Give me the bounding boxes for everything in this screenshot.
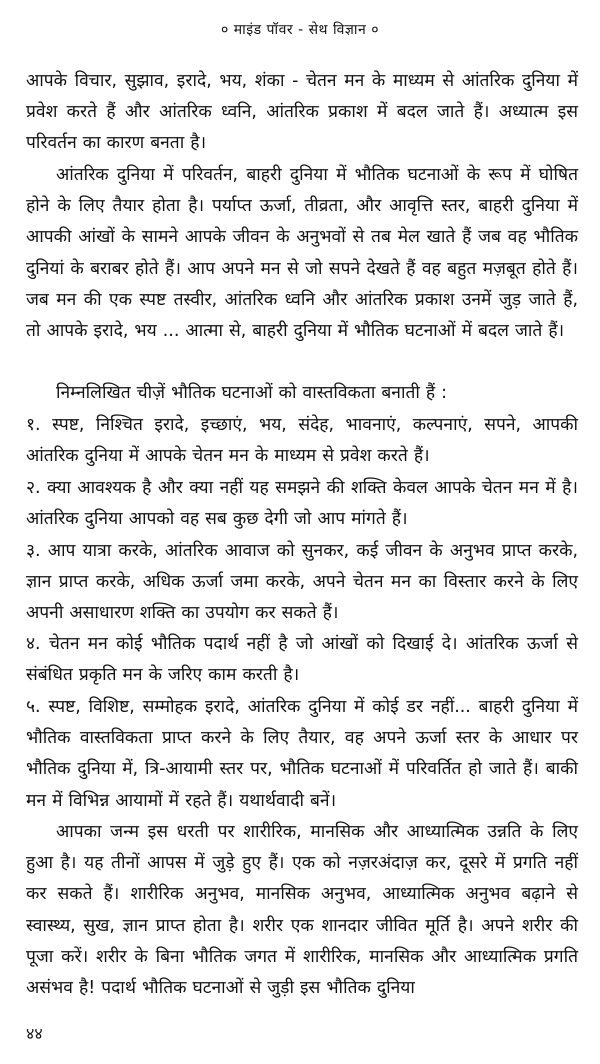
list-item-text: स्पष्ट, विशिष्ट, सम्मोहक इरादे, आंतरिक दुनिया में कोई डर नहीं... बाहरी दुनिया में भौतिक वास्तविकता प्राप्त करने के लिए तैयार, वह अपने ऊर्जा स्तर के आधार पर भौतिक दुनिया में, त्रि-आयामी स्तर पर, भौतिक घटनाओं में परिवर्तित हो जाते हैं। बाकी मन में विभिन्न आयामों में रहते हैं। यथार्थवादी बनें।: [26, 697, 579, 811]
list-item-number: १.: [26, 415, 41, 435]
list-item: [26, 629, 578, 691]
page-number: ४४: [26, 1024, 43, 1043]
list-item-number: २.: [26, 478, 41, 498]
list-item-number: ४.: [26, 634, 41, 654]
list-intro: निम्नलिखित चीज़ें भौतिक घटनाओं को वास्तविकता बनाती हैं :: [56, 383, 448, 403]
list-item: [26, 692, 578, 817]
list-item: [26, 473, 578, 535]
list-item-text: क्या आवश्यक है और क्या नहीं यह समझने की शक्ति केवल आपके चेतन मन में है। आंतरिक दुनिया आपको वह सब कुछ देगी जो आप मांगते हैं।: [26, 478, 579, 530]
paragraph-inner-world: आंतरिक दुनिया में परिवर्तन, बाहरी दुनिया में भौतिक घटनाओं के रूप में घोषित होने के लिए तैयार होता है। पर्याप्त ऊर्जा, तीव्रता, और आवृत्ति स्तर, बाहरी दुनिया में आपकी आंखों के सामने आपके जीवन के अनुभवों से तब मेल खाते हैं जब वह भौतिक दुनियां के बराबर होते हैं। आप अपने मन से जो सपने देखते हैं वह बहुत मज़बूत होते हैं। जब मन की एक स्पष्ट तस्वीर, आंतरिक ध्वनि और आंतरिक प्रकाश उनमें जुड़ जाते हैं, तो आपके इरादे, भय ... आत्मा से, बाहरी दुनिया में भौतिक घटनाओं में बदल जाते हैं।: [26, 165, 578, 342]
list-item-number: ५.: [26, 697, 41, 717]
list-item: [26, 536, 578, 630]
list-item-text: आप यात्रा करके, आंतरिक आवाज को सुनकर, कई जीवन के अनुभव प्राप्त करके, ज्ञान प्राप्त करके, अधिक ऊर्जा जमा करके, अपने चेतन मन का विस्तार करने के लिए अपनी असाधारण शक्ति का उपयोग कर सकते हैं।: [26, 541, 578, 624]
list-item-text: चेतन मन कोई भौतिक पदार्थ नहीं है जो आंखों को दिखाई दे। आंतरिक ऊर्जा से संबंधित प्रकृति मन के जरिए काम करती है।: [26, 634, 578, 686]
list-item: [26, 410, 578, 472]
paragraph-intro: आपके विचार, सुझाव, इरादे, भय, शंका - चेतन मन के माध्यम से आंतरिक दुनिया में प्रवेश करते हैं और आंतरिक ध्वनि, आंतरिक प्रकाश में बदल जाते हैं। अध्यात्म इस परिवर्तन का कारण बनता है।: [26, 71, 578, 154]
list-item-number: ३.: [26, 541, 41, 561]
running-header: ० माइंड पॉवर - सेथ विज्ञान ०: [221, 22, 379, 38]
list-item-text: स्पष्ट, निश्चित इरादे, इच्छाएं, भय, संदेह, भावनाएं, कल्पनाएं, सपने, आपकी आंतरिक दुनिया में आपके चेतन मन के माध्यम से प्रवेश करते हैं।: [26, 415, 578, 467]
paragraph-human-progress: आपका जन्म इस धरती पर शारीरिक, मानसिक और आध्यात्मिक उन्नति के लिए हुआ है। यह तीनों आपस में जुड़े हुए हैं। एक को नज़रअंदाज़ कर, दूसरे में प्रगति नहीं कर सकते हैं। शारीरिक अनुभव, मानसिक अनुभव, आध्यात्मिक अनुभव बढ़ाने से स्वास्थ्य, सुख, ज्ञान प्राप्त होता है। शरीर एक शानदार जीवित मूर्ति है। अपने शरीर की पूजा करें। शरीर के बिना भौतिक जगत में शारीरिक, मानसिक और आध्यात्मिक प्रगति असंभव है! पदार्थ भौतिक घटनाओं से जुड़ी इस भौतिक दुनिया: [26, 822, 578, 999]
